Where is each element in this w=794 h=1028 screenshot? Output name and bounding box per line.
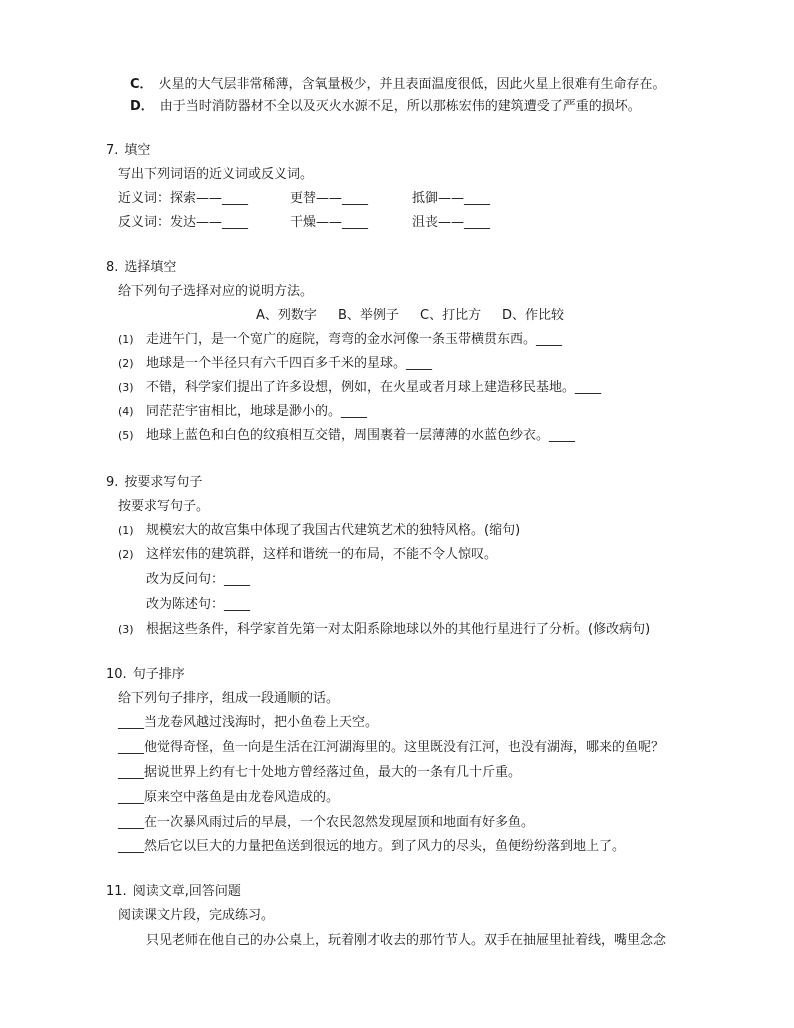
- q8-item-4: 同茫茫宇宙相比，地球是渺小的。____: [146, 404, 368, 419]
- q10-sentence-6: ____然后它以巨大的力量把鱼送到很远的地方。到了风力的尽头，鱼便纷纷落到地上了。: [118, 839, 626, 854]
- q10-sentence-5: ____在一次暴风雨过后的早晨，一个农民忽然发现屋顶和地面有好多鱼。: [118, 815, 535, 830]
- question-title: 阅读文章,回答问题: [132, 884, 241, 899]
- question-9-instruction: 按要求写句子。: [118, 499, 210, 514]
- item-number: (4): [118, 405, 134, 418]
- question-7-heading: [106, 142, 150, 160]
- option-text: 火星的大气层非常稀薄，含氧量极少，并且表面温度很低，因此火星上很难有生命存在。: [158, 77, 666, 92]
- vocab-cell: 更替——____: [290, 191, 369, 206]
- item-number: (3): [118, 381, 134, 394]
- q11-passage: 只见老师在他自己的办公桌上，玩着刚才收去的那竹节人。双手在抽屉里扯着线，嘴里念念: [146, 933, 667, 948]
- vocab-row-synonyms: [118, 190, 518, 208]
- question-11-heading: [106, 883, 241, 901]
- vocab-cell: 沮丧——____: [412, 215, 491, 230]
- question-10-heading: [106, 666, 185, 684]
- vocab-cell: 干燥——____: [290, 215, 369, 230]
- choice-a: A、列数字: [256, 308, 317, 323]
- q8-item-1: 走进午门，是一个宽广的庭院，弯弯的金水河像一条玉带横贯东西。____: [146, 332, 563, 347]
- choice-c: C、打比方: [420, 308, 482, 323]
- q8-item-5: 地球上蓝色和白色的纹痕相互交错，周围裹着一层薄薄的水蓝色纱衣。____: [146, 428, 576, 443]
- question-10-instruction: 给下列句子排序，组成一段通顺的话。: [118, 691, 340, 706]
- item-number: (2): [118, 548, 134, 561]
- q9-item-2-rhetorical: 改为反问句：____: [146, 572, 251, 587]
- q10-sentence-3: ____据说世界上约有七十处地方曾经落过鱼，最大的一条有几十斤重。: [118, 765, 522, 780]
- vocab-cell: 近义词：探索——____: [118, 191, 249, 206]
- item-number: (3): [118, 623, 134, 636]
- question-9-heading: [106, 474, 202, 492]
- question-title: 填空: [124, 143, 151, 158]
- question-title: 按要求写句子: [124, 475, 203, 490]
- vocab-cell: 抵御——____: [412, 191, 491, 206]
- q9-item-2-declarative: 改为陈述句：____: [146, 597, 251, 612]
- question-8-instruction: 给下列句子选择对应的说明方法。: [118, 284, 314, 299]
- q9-item-3: 根据这些条件，科学家首先第一对太阳系除地球以外的其他行星进行了分析。(修改病句): [146, 622, 651, 637]
- question-7-instruction: 写出下列词语的近义词或反义词。: [118, 167, 314, 182]
- question-number: 9.: [106, 475, 119, 490]
- question-11-instruction: 阅读课文片段，完成练习。: [118, 908, 275, 923]
- q10-sentence-2: ____他觉得奇怪，鱼一向是生活在江河湖海里的。这里既没有江河，也没有湖海，哪来的鱼呢？: [118, 740, 665, 755]
- option-d: [130, 98, 641, 116]
- question-title: 选择填空: [124, 260, 177, 275]
- q8-item-2: 地球是一个半径只有六千四百多千米的星球。____: [146, 356, 433, 371]
- question-number: 10.: [106, 667, 127, 682]
- q8-item-3: 不错，科学家们提出了许多设想，例如，在火星或者月球上建造移民基地。____: [146, 380, 602, 395]
- item-number: (1): [118, 524, 134, 537]
- item-number: (2): [118, 357, 134, 370]
- question-title: 句子排序: [132, 667, 185, 682]
- q9-item-2: 这样宏伟的建筑群，这样和谐统一的布局，不能不令人惊叹。: [146, 547, 498, 562]
- vocab-cell: 反义词：发达——____: [118, 215, 249, 230]
- question-8-heading: [106, 259, 176, 277]
- item-number: (5): [118, 429, 134, 442]
- q9-item-1: 规模宏大的故宫集中体现了我国古代建筑艺术的独特风格。(缩句): [146, 523, 521, 538]
- option-text: 由于当时消防器材不全以及灭火水源不足，所以那栋宏伟的建筑遭受了严重的损坏。: [159, 99, 641, 114]
- item-number: (1): [118, 333, 134, 346]
- option-letter: D．: [130, 99, 154, 114]
- method-choices: [256, 307, 576, 325]
- question-number: 7.: [106, 143, 119, 158]
- q10-sentence-1: ____当龙卷风越过浅海时，把小鱼卷上天空。: [118, 715, 379, 730]
- question-number: 11.: [106, 884, 127, 899]
- choice-d: D、作比较: [502, 308, 565, 323]
- q10-sentence-4: ____原来空中落鱼是由龙卷风造成的。: [118, 790, 340, 805]
- option-c: [130, 76, 666, 94]
- choice-b: B、举例子: [338, 308, 399, 323]
- option-letter: C．: [130, 77, 153, 92]
- vocab-row-antonyms: [118, 214, 518, 232]
- question-number: 8.: [106, 260, 119, 275]
